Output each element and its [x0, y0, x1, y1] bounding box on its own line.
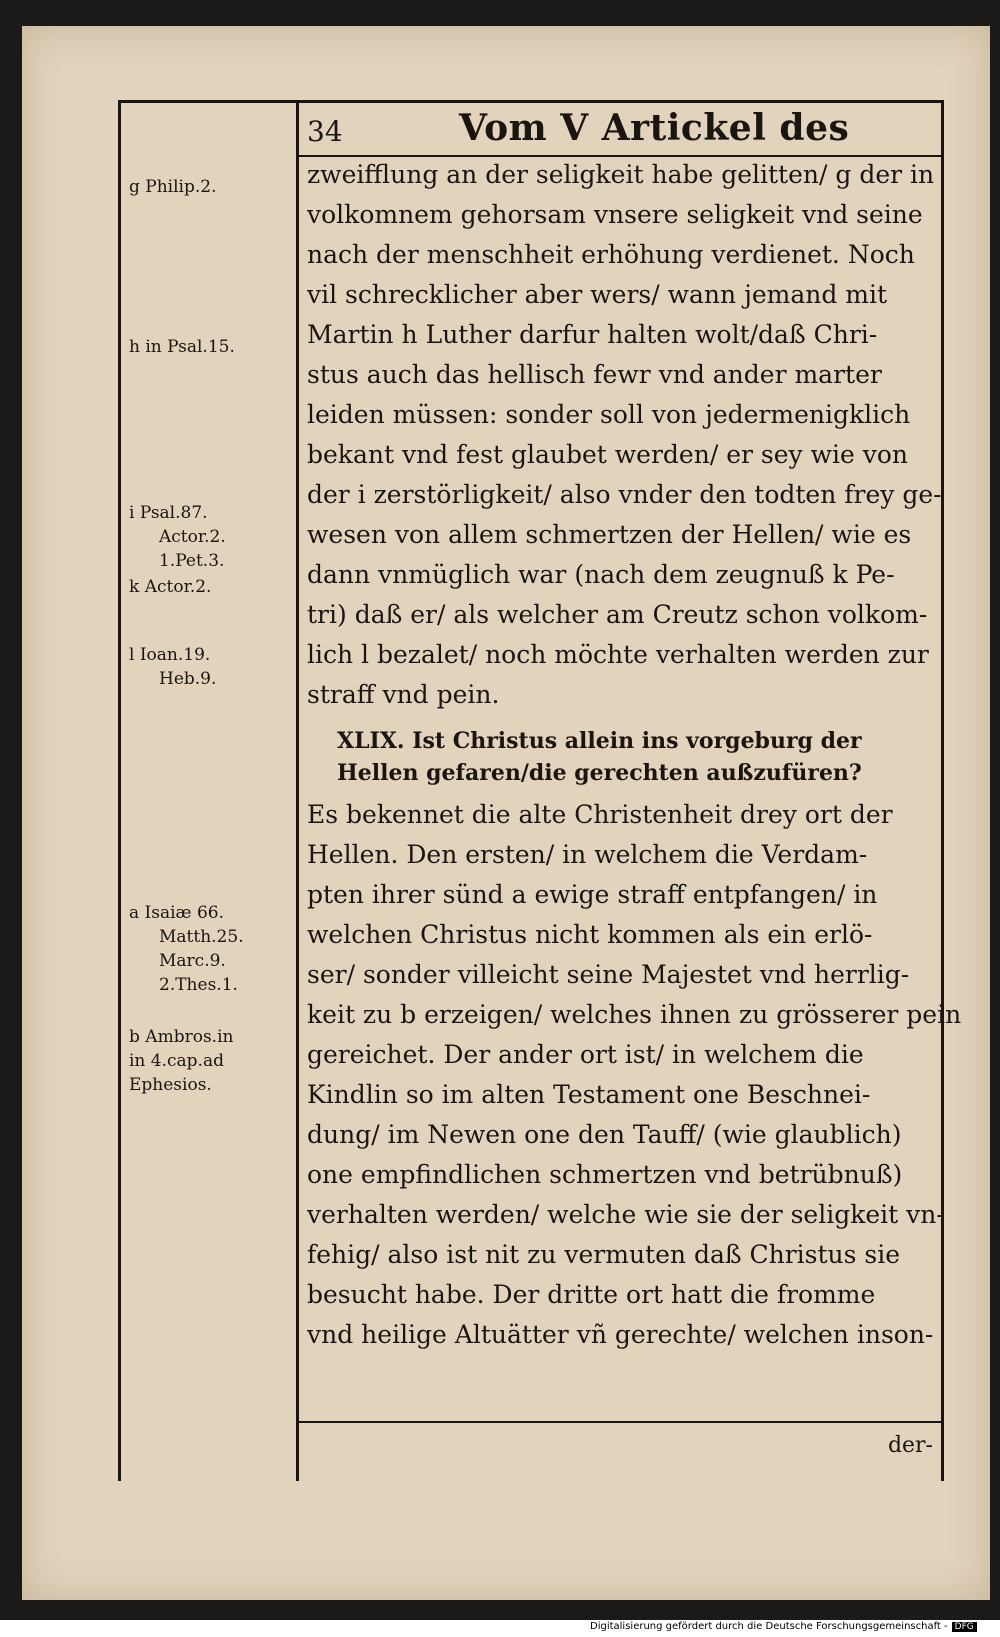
text-line: zweifflung an der seligkeit habe gelitten/ g der in [307, 160, 935, 189]
running-head: Vom V Artickel des [459, 107, 850, 149]
note-line: Heb.9. [159, 669, 217, 689]
note-line: Ioan.19. [139, 645, 211, 665]
margin-note-l [129, 643, 216, 691]
question-heading [337, 725, 937, 789]
text-line: dung/ im Newen one den Tauff/ (wie glaublich) [307, 1120, 902, 1149]
margin-note-h [129, 335, 235, 359]
heading-line: Hellen gefaren/die gerechten außzufüren? [337, 760, 862, 786]
note-line: Matth.25. [159, 927, 244, 947]
note-marker: a [129, 903, 140, 923]
margin-notes [125, 163, 293, 1463]
page-header [299, 103, 941, 157]
note-marker: g [129, 177, 140, 197]
note-line: Psal.87. [139, 503, 208, 523]
text-line: dann vnmüglich war (nach dem zeugnuß k Pe- [307, 560, 895, 589]
margin-note-k [129, 575, 211, 599]
text-line: straff vnd pein. [307, 680, 500, 709]
note-line: Marc.9. [159, 951, 226, 971]
note-line: Isaiæ 66. [144, 903, 224, 923]
text-line: lich l bezalet/ noch möchte verhalten werden zur [307, 640, 929, 669]
note-line: Ephesios. [129, 1075, 212, 1095]
note-marker: b [129, 1027, 140, 1047]
note-line: 2.Thes.1. [159, 975, 238, 995]
catchword-rule [299, 1421, 941, 1423]
dfg-logo: DFG [952, 1622, 977, 1632]
digitization-footer [590, 1621, 995, 1635]
text-line: Kindlin so im alten Testament one Beschnei- [307, 1080, 871, 1109]
text-line: bekant vnd fest glaubet werden/ er sey wie von [307, 440, 909, 469]
note-marker: l [129, 645, 135, 665]
note-marker: h [129, 337, 140, 357]
note-line: in Psal.15. [145, 337, 235, 357]
column-divider [296, 103, 299, 1481]
text-line: vnd heilige Altuätter vñ gerechte/ welchen inson- [307, 1320, 934, 1349]
text-line: welchen Christus nicht kommen als ein erlö- [307, 920, 873, 949]
text-line: Martin h Luther darfur halten wolt/daß Chri- [307, 320, 878, 349]
text-line: fehig/ also ist nit zu vermuten daß Christus sie [307, 1240, 901, 1269]
note-line: in 4.cap.ad [129, 1051, 224, 1071]
text-line: tri) daß er/ als welcher am Creutz schon volkom- [307, 600, 928, 629]
note-marker: i [129, 503, 135, 523]
text-line: one empfindlichen schmertzen vnd betrübnuß) [307, 1160, 903, 1189]
note-line: Ambros.in [145, 1027, 234, 1047]
text-line: ser/ sonder villeicht seine Majestet vnd herrlig- [307, 960, 910, 989]
text-line: keit zu b erzeigen/ welches ihnen zu grösserer pein [307, 1000, 962, 1029]
note-line: Actor.2. [144, 577, 212, 597]
text-line: volkomnem gehorsam vnsere seligkeit vnd seine [307, 200, 923, 229]
page-number: 34 [307, 115, 343, 148]
margin-note-a [129, 901, 244, 997]
book-page [22, 26, 990, 1600]
text-frame [118, 100, 962, 1481]
margin-note-i [129, 501, 226, 573]
text-line: verhalten werden/ welche wie sie der seligkeit vn- [307, 1200, 945, 1229]
note-line: Philip.2. [145, 177, 217, 197]
catchword: der- [887, 1433, 933, 1458]
paragraph-2 [307, 795, 962, 1355]
text-line: gereichet. Der ander ort ist/ in welchem die [307, 1040, 864, 1069]
text-line: Es bekennet die alte Christenheit drey ort der [307, 800, 893, 829]
text-line: wesen von allem schmertzen der Hellen/ wie es [307, 520, 912, 549]
text-line: vil schrecklicher aber wers/ wann jemand mit [307, 280, 888, 309]
text-line: nach der menschheit erhöhung verdienet. Noch [307, 240, 915, 269]
text-line: der i zerstörligkeit/ also vnder den todten frey ge- [307, 480, 942, 509]
main-text [307, 155, 962, 1355]
margin-note-b [129, 1025, 233, 1097]
note-line: Actor.2. [159, 527, 226, 547]
footer-text: Digitalisierung gefördert durch die Deutsche Forschungsgemeinschaft - [590, 1621, 948, 1632]
margin-note-g [129, 175, 217, 199]
note-marker: k [129, 577, 140, 597]
heading-line: XLIX. Ist Christus allein ins vorgeburg der [337, 728, 862, 754]
text-line: leiden müssen: sonder soll von jedermenigklich [307, 400, 911, 429]
text-line: stus auch das hellisch fewr vnd ander marter [307, 360, 882, 389]
text-line: pten ihrer sünd a ewige straff entpfangen/ in [307, 880, 878, 909]
paragraph-1 [307, 155, 942, 715]
note-line: 1.Pet.3. [159, 551, 225, 571]
text-line: besucht habe. Der dritte ort hatt die fromme [307, 1280, 876, 1309]
text-line: Hellen. Den ersten/ in welchem die Verdam- [307, 840, 868, 869]
